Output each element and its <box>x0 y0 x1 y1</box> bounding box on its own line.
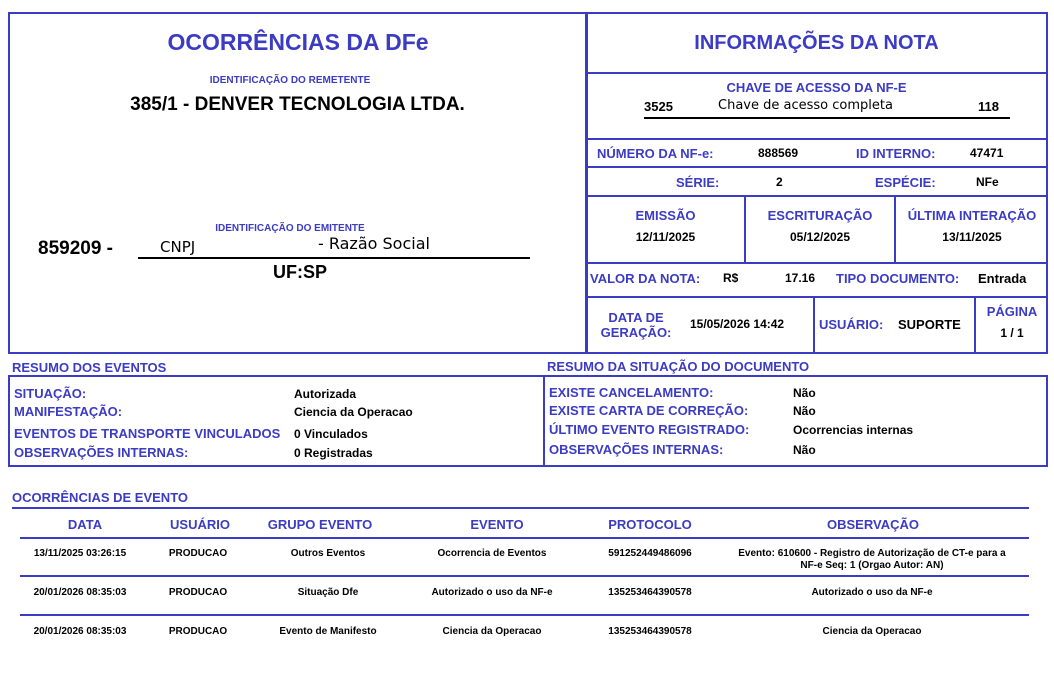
geracao-label-line1: DATA DE <box>608 310 664 325</box>
col-usuario: USUÁRIO <box>170 517 230 532</box>
observacao-line2: NF-e Seq: 1 (Orgao Autor: AN) <box>800 560 944 571</box>
divider <box>585 195 1048 197</box>
escrituracao-value: 05/12/2025 <box>789 230 851 244</box>
divider <box>813 296 815 354</box>
chave-suffix: 118 <box>978 99 999 114</box>
valor-currency: R$ <box>723 271 739 285</box>
cancelamento-label: EXISTE CANCELAMENTO: <box>549 385 714 400</box>
emitente-label: IDENTIFICAÇÃO DO EMITENTE <box>215 223 365 234</box>
cell-protocolo: 135253464390578 <box>608 587 692 598</box>
tipo-value: Entrada <box>978 271 1027 286</box>
left-header-box <box>8 12 588 354</box>
divider <box>744 195 746 263</box>
divider <box>585 166 1048 168</box>
manifestacao-label: MANIFESTAÇÃO: <box>14 404 123 419</box>
emitente-code: 859209 - <box>38 238 114 259</box>
especie-value: NFe <box>976 175 999 189</box>
row-border <box>20 614 1029 616</box>
divider <box>894 195 896 263</box>
divider <box>585 296 1048 298</box>
transporte-label: EVENTOS DE TRANSPORTE VINCULADOS <box>14 426 281 441</box>
col-observacao: OBSERVAÇÃO <box>827 517 919 532</box>
cell-data: 13/11/2025 03:26:15 <box>33 548 127 559</box>
carta-correcao-label: EXISTE CARTA DE CORREÇÃO: <box>549 403 749 418</box>
row-border <box>20 575 1029 577</box>
emissao-label: EMISSÃO <box>635 208 696 223</box>
geracao-value: 15/05/2026 14:42 <box>690 317 785 331</box>
cell-observacao: Autorizado o uso da NF-e <box>811 587 933 598</box>
cell-protocolo: 591252449486096 <box>608 548 692 559</box>
cell-observacao: Ciencia da Operacao <box>822 626 922 637</box>
cell-observacao <box>722 548 1022 572</box>
emissao-value: 12/11/2025 <box>635 230 696 244</box>
col-evento: EVENTO <box>470 517 524 532</box>
page-title: OCORRÊNCIAS DA DFe <box>167 29 429 55</box>
usuario-label: USUÁRIO: <box>819 317 884 332</box>
divider <box>585 262 1048 264</box>
col-data: DATA <box>67 517 103 532</box>
table-header-border <box>20 537 1029 539</box>
cell-usuario: PRODUCAO <box>168 626 228 637</box>
transporte-value: 0 Vinculados <box>294 427 368 441</box>
ocorrencias-title: OCORRÊNCIAS DE EVENTO <box>12 490 189 505</box>
chave-label: CHAVE DE ACESSO DA NF-E <box>726 80 907 95</box>
id-label: ID INTERNO: <box>856 146 936 161</box>
emitente-razao: - Razão Social <box>318 234 430 253</box>
cell-grupo: Outros Eventos <box>290 548 366 559</box>
manifestacao-value: Ciencia da Operacao <box>294 405 413 419</box>
resumo-eventos-title: RESUMO DOS EVENTOS <box>12 360 167 375</box>
info-title: INFORMAÇÕES DA NOTA <box>694 32 939 54</box>
situacao-label: SITUAÇÃO: <box>14 386 87 401</box>
cell-evento: Autorizado o uso da NF-e <box>431 587 553 598</box>
ultimo-evento-value: Ocorrencias internas <box>793 423 914 437</box>
cancelamento-value: Não <box>793 386 816 400</box>
table-top-border <box>12 507 1029 509</box>
obs-internas-situacao-label: OBSERVAÇÕES INTERNAS: <box>549 442 724 457</box>
chave-middle: Chave de acesso completa <box>718 98 893 113</box>
numero-label: NÚMERO DA NF-e: <box>597 146 714 161</box>
cell-evento: Ciencia da Operacao <box>442 626 542 637</box>
cell-evento: Ocorrencia de Eventos <box>437 548 547 559</box>
ultima-interacao-value: 13/11/2025 <box>942 230 1002 244</box>
observacao-line1: Evento: 610600 - Registro de Autorização de CT-e para a <box>738 548 1006 559</box>
emitente-cnpj: CNPJ <box>160 238 196 256</box>
escrituracao-label: ESCRITURAÇÃO <box>767 208 873 223</box>
emitente-underline <box>138 257 530 259</box>
especie-label: ESPÉCIE: <box>875 175 936 190</box>
resumo-situacao-title: RESUMO DA SITUAÇÃO DO DOCUMENTO <box>547 359 810 374</box>
geracao-label-line2: GERAÇÃO: <box>600 325 672 340</box>
cell-data: 20/01/2026 08:35:03 <box>33 626 127 637</box>
valor-value: 17.16 <box>785 271 816 285</box>
obs-internas-value: 0 Registradas <box>294 446 373 460</box>
divider <box>585 138 1048 140</box>
cell-data: 20/01/2026 08:35:03 <box>33 587 127 598</box>
chave-underline <box>644 117 1010 119</box>
serie-label: SÉRIE: <box>676 175 720 190</box>
ultimo-evento-label: ÚLTIMO EVENTO REGISTRADO: <box>549 422 750 437</box>
valor-label: VALOR DA NOTA: <box>590 271 701 286</box>
col-grupo: GRUPO EVENTO <box>267 517 373 532</box>
cell-grupo: Evento de Manifesto <box>279 626 377 637</box>
col-protocolo: PROTOCOLO <box>608 517 692 532</box>
divider <box>543 375 545 467</box>
tipo-label: TIPO DOCUMENTO: <box>836 271 960 286</box>
geracao-label <box>595 310 677 340</box>
usuario-value: SUPORTE <box>898 317 961 332</box>
pagina-value: 1 / 1 <box>1000 326 1024 340</box>
obs-internas-label: OBSERVAÇÕES INTERNAS: <box>14 445 189 460</box>
divider <box>585 72 1048 74</box>
ultima-interacao-label: ÚLTIMA INTERAÇÃO <box>907 208 1037 223</box>
serie-value: 2 <box>776 175 783 189</box>
chave-prefix: 3525 <box>644 99 673 114</box>
remetente-label: IDENTIFICAÇÃO DO REMETENTE <box>209 75 371 86</box>
carta-correcao-value: Não <box>793 404 816 418</box>
cell-usuario: PRODUCAO <box>168 548 228 559</box>
cell-protocolo: 135253464390578 <box>608 626 692 637</box>
numero-value: 888569 <box>758 146 799 160</box>
obs-internas-situacao-value: Não <box>793 443 816 457</box>
remetente-value: 385/1 - DENVER TECNOLOGIA LTDA. <box>130 94 465 115</box>
emitente-uf: UF:SP <box>273 262 327 282</box>
pagina-label: PÁGINA <box>986 304 1038 319</box>
id-value: 47471 <box>970 146 1004 160</box>
situacao-value: Autorizada <box>294 387 357 401</box>
cell-usuario: PRODUCAO <box>168 587 228 598</box>
cell-grupo: Situação Dfe <box>297 587 359 598</box>
